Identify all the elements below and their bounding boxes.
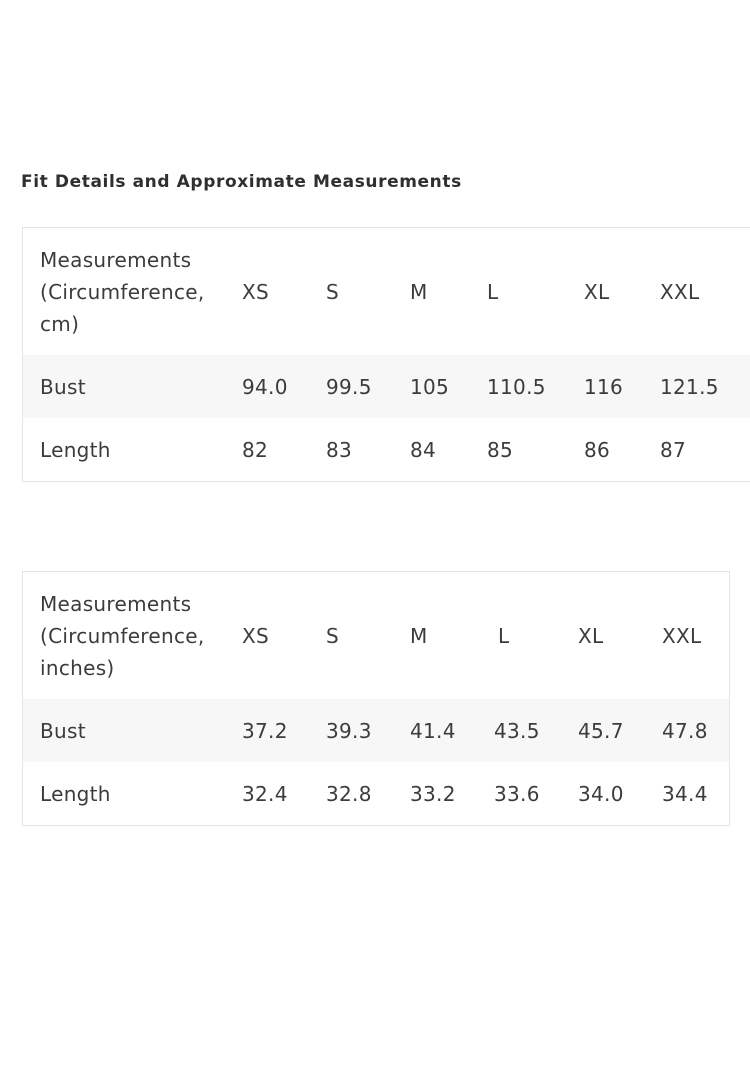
size-xxl-header: XXL <box>660 279 700 304</box>
header-line: cm) <box>40 311 80 336</box>
table-row <box>23 418 750 481</box>
table-row <box>23 355 750 418</box>
table-cell: 105 <box>410 355 487 418</box>
size-l-header: L <box>487 279 499 304</box>
table-cell: 110.5 <box>487 355 584 418</box>
page-title: Fit Details and Approximate Measurements <box>21 172 462 192</box>
header-line: inches) <box>40 655 115 680</box>
size-l-header: L <box>498 623 510 648</box>
size-xs-header: XS <box>242 623 269 648</box>
table-cell: 99.5 <box>326 355 410 418</box>
table-cell: 33.2 <box>410 781 456 806</box>
table-cell: 86 <box>584 437 611 462</box>
table-cell: 121.5 <box>660 355 750 418</box>
size-m-header: M <box>410 623 428 648</box>
table-cell: 83 <box>326 437 353 462</box>
table-cell: 32.8 <box>326 781 372 806</box>
table-cell: 34.0 <box>578 781 624 806</box>
table-cell: 84 <box>410 437 437 462</box>
measurements-table-inches <box>22 571 730 826</box>
measurements-table-cm <box>22 227 750 482</box>
table-header-row <box>23 572 729 699</box>
table-header-row <box>23 228 750 355</box>
table-cell: 41.4 <box>410 699 494 762</box>
table-cell: 45.7 <box>578 699 662 762</box>
size-xl-header: XL <box>584 279 610 304</box>
table-cell: 82 <box>242 437 269 462</box>
header-line: (Circumference, <box>40 279 205 304</box>
table-cell: 43.5 <box>494 699 578 762</box>
header-line: Measurements <box>40 591 192 616</box>
size-xxl-header: XXL <box>662 623 702 648</box>
table-cell: 87 <box>660 437 687 462</box>
row-label: Length <box>40 437 111 462</box>
table-row <box>23 762 729 825</box>
size-s-header: S <box>326 279 339 304</box>
row-label: Length <box>40 781 111 806</box>
header-label-cell <box>23 572 242 699</box>
table-cell: 32.4 <box>242 781 288 806</box>
size-xl-header: XL <box>578 623 604 648</box>
size-xs-header: XS <box>242 279 269 304</box>
table-row <box>23 699 729 762</box>
table-cell: 34.4 <box>662 781 708 806</box>
row-label: Bust <box>23 699 242 762</box>
header-line: (Circumference, <box>40 623 205 648</box>
size-s-header: S <box>326 623 339 648</box>
table-cell: 39.3 <box>326 699 410 762</box>
table-cell: 47.8 <box>662 699 729 762</box>
table-cell: 116 <box>584 355 660 418</box>
table-cell: 37.2 <box>242 699 326 762</box>
header-label-cell <box>23 228 242 355</box>
header-line: Measurements <box>40 247 192 272</box>
table-cell: 85 <box>487 437 514 462</box>
table-cell: 33.6 <box>494 781 540 806</box>
table-cell: 94.0 <box>242 355 326 418</box>
size-m-header: M <box>410 279 428 304</box>
row-label: Bust <box>23 355 242 418</box>
